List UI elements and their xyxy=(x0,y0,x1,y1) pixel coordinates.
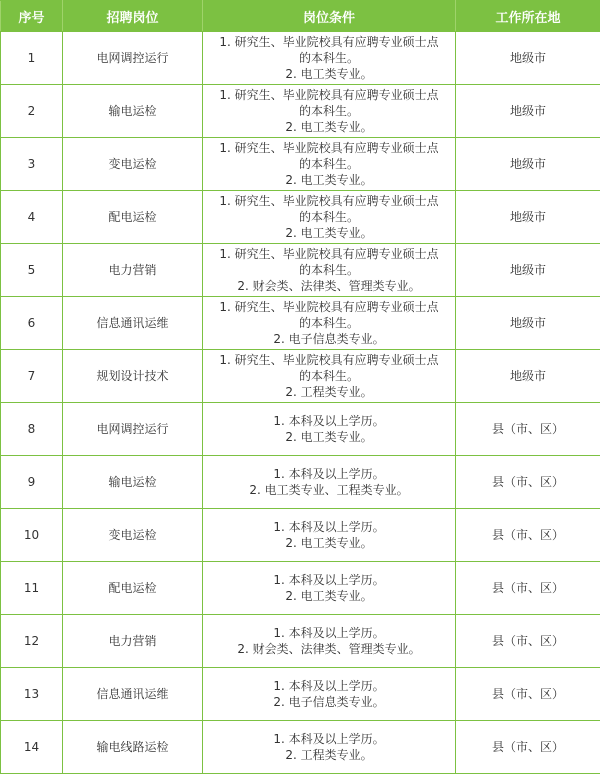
row-position: 配电运检 xyxy=(63,562,203,615)
row-index: 1 xyxy=(1,32,63,85)
table-row xyxy=(1,509,600,562)
row-position: 变电运检 xyxy=(63,138,203,191)
table-body xyxy=(1,32,600,774)
row-index: 5 xyxy=(1,244,63,297)
row-index: 11 xyxy=(1,562,63,615)
row-position: 变电运检 xyxy=(63,509,203,562)
table-row xyxy=(1,32,600,85)
row-index: 14 xyxy=(1,721,63,774)
header-row xyxy=(1,1,600,32)
table-row xyxy=(1,244,600,297)
table-row xyxy=(1,403,600,456)
row-location: 地级市 xyxy=(456,32,600,85)
row-location: 地级市 xyxy=(456,85,600,138)
row-position: 电网调控运行 xyxy=(63,403,203,456)
row-index: 8 xyxy=(1,403,63,456)
row-conditions: 1. 本科及以上学历。 2. 电工类专业。 xyxy=(203,509,456,562)
row-index: 9 xyxy=(1,456,63,509)
row-index: 13 xyxy=(1,668,63,721)
row-position: 电力营销 xyxy=(63,244,203,297)
row-location: 县（市、区） xyxy=(456,456,600,509)
row-location: 地级市 xyxy=(456,350,600,403)
table-row xyxy=(1,297,600,350)
row-position: 输电运检 xyxy=(63,85,203,138)
row-index: 10 xyxy=(1,509,63,562)
table-row xyxy=(1,138,600,191)
row-position: 电网调控运行 xyxy=(63,32,203,85)
row-conditions: 1. 本科及以上学历。 2. 工程类专业。 xyxy=(203,721,456,774)
row-conditions: 1. 研究生、毕业院校具有应聘专业硕士点 的本科生。 2. 电工类专业。 xyxy=(203,32,456,85)
row-location: 地级市 xyxy=(456,191,600,244)
header-position: 招聘岗位 xyxy=(63,1,203,32)
row-position: 电力营销 xyxy=(63,615,203,668)
header-location: 工作所在地 xyxy=(456,1,600,32)
table-row xyxy=(1,85,600,138)
row-conditions: 1. 研究生、毕业院校具有应聘专业硕士点 的本科生。 2. 电工类专业。 xyxy=(203,138,456,191)
row-position: 信息通讯运维 xyxy=(63,297,203,350)
row-location: 地级市 xyxy=(456,138,600,191)
row-conditions: 1. 研究生、毕业院校具有应聘专业硕士点 的本科生。 2. 电子信息类专业。 xyxy=(203,297,456,350)
table-row xyxy=(1,350,600,403)
row-conditions: 1. 研究生、毕业院校具有应聘专业硕士点 的本科生。 2. 电工类专业。 xyxy=(203,85,456,138)
table-row xyxy=(1,191,600,244)
row-location: 县（市、区） xyxy=(456,403,600,456)
table-row xyxy=(1,668,600,721)
row-location: 县（市、区） xyxy=(456,615,600,668)
row-position: 配电运检 xyxy=(63,191,203,244)
row-index: 3 xyxy=(1,138,63,191)
row-conditions: 1. 研究生、毕业院校具有应聘专业硕士点 的本科生。 2. 财会类、法律类、管理类专业。 xyxy=(203,244,456,297)
table-header xyxy=(1,1,600,32)
row-location: 县（市、区） xyxy=(456,668,600,721)
row-index: 6 xyxy=(1,297,63,350)
row-conditions: 1. 本科及以上学历。 2. 财会类、法律类、管理类专业。 xyxy=(203,615,456,668)
row-conditions: 1. 本科及以上学历。 2. 电工类专业、工程类专业。 xyxy=(203,456,456,509)
row-conditions: 1. 本科及以上学历。 2. 电工类专业。 xyxy=(203,562,456,615)
table-row xyxy=(1,456,600,509)
row-position: 输电线路运检 xyxy=(63,721,203,774)
row-conditions: 1. 研究生、毕业院校具有应聘专业硕士点 的本科生。 2. 电工类专业。 xyxy=(203,191,456,244)
header-conditions: 岗位条件 xyxy=(203,1,456,32)
row-position: 规划设计技术 xyxy=(63,350,203,403)
row-conditions: 1. 研究生、毕业院校具有应聘专业硕士点 的本科生。 2. 工程类专业。 xyxy=(203,350,456,403)
table-row xyxy=(1,562,600,615)
row-index: 2 xyxy=(1,85,63,138)
row-index: 12 xyxy=(1,615,63,668)
header-index: 序号 xyxy=(1,1,63,32)
row-conditions: 1. 本科及以上学历。 2. 电工类专业。 xyxy=(203,403,456,456)
table-row xyxy=(1,615,600,668)
row-index: 7 xyxy=(1,350,63,403)
table-row xyxy=(1,721,600,774)
row-conditions: 1. 本科及以上学历。 2. 电子信息类专业。 xyxy=(203,668,456,721)
row-location: 县（市、区） xyxy=(456,721,600,774)
row-location: 地级市 xyxy=(456,297,600,350)
row-position: 输电运检 xyxy=(63,456,203,509)
row-location: 县（市、区） xyxy=(456,509,600,562)
row-index: 4 xyxy=(1,191,63,244)
row-position: 信息通讯运维 xyxy=(63,668,203,721)
row-location: 地级市 xyxy=(456,244,600,297)
row-location: 县（市、区） xyxy=(456,562,600,615)
